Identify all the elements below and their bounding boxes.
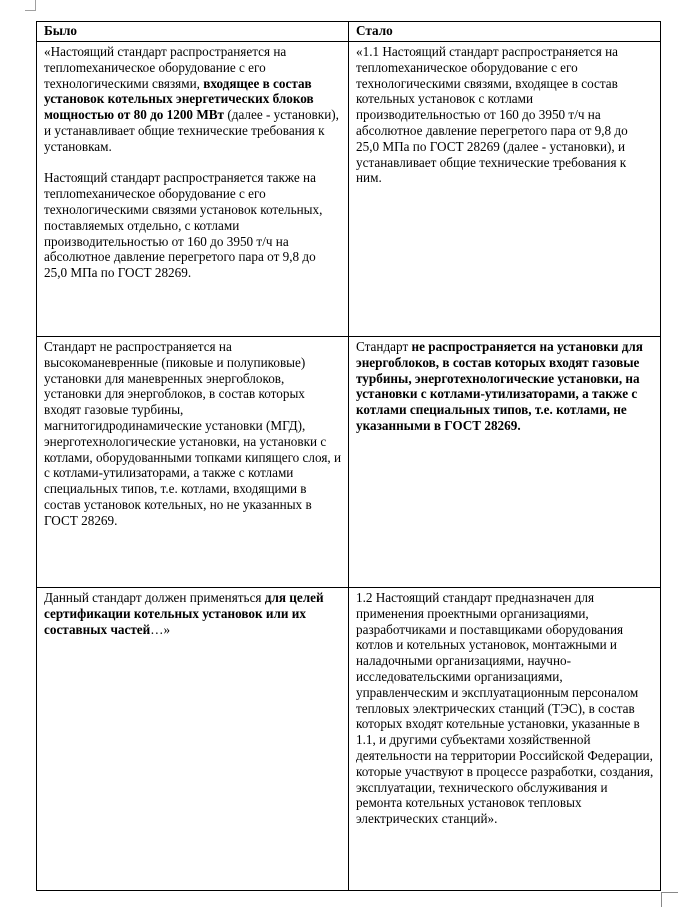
paragraph <box>44 44 342 155</box>
page-corner-mark-bottom <box>661 892 678 907</box>
cell-became <box>349 42 661 337</box>
header-became: Стало <box>349 22 661 42</box>
paragraph <box>44 590 342 637</box>
bold-text-run: входящее в состав установок котельных энергетических блоков мощностью от 80 до 1200 МВт <box>44 75 314 123</box>
cell-became <box>349 588 661 891</box>
comparison-table <box>36 21 661 891</box>
bold-text-run: для целей сертификации котельных установок или их составных частей <box>44 590 324 637</box>
text-run: Данный стандарт должен применяться <box>44 590 265 605</box>
paragraph <box>356 339 654 434</box>
paragraph: 1.2 Настоящий стандарт предназначен для применения проектными организациями, разработчиками и поставщиками оборудования котлов и котельных установок, монтажными и наладочными организациями, научно-исследовательскими организациями, управленческим и эксплуатационным персоналом тепловых электрических станций (ТЭС), в состав которых входят котельные установки, указанные в 1.1, и другими субъектами хозяйственной деятельности на территории Российской Федерации, которые участвуют в процессе разработки, создания, эксплуатации, технического обслуживания и ремонта котельных установок тепловых электрических станций». <box>356 590 654 827</box>
table-row <box>37 42 661 337</box>
paragraph: Настоящий стандарт распространяется также на теплomеханическое оборудование с его технологическими связями установок котельных, поставляемых отдельно, с котлами производительностью от 160 до 3950 т/ч на абсолютное давление перегретого пара от 9,8 до 25,0 МПа по ГОСТ 28269. <box>44 170 323 281</box>
paragraph: «1.1 Настоящий стандарт распространяется на теплomеханическое оборудование с его технологическими связями, входящее в состав котельных установок с котлами производительностью от 160 до 3950 т/ч на абсолютное давление перегретого пара от 9,8 до 25,0 МПа по ГОСТ 28269 (далее - установки), и устанавливает общие технические требования к ним. <box>356 44 628 186</box>
table-row <box>37 588 661 891</box>
cell-was <box>37 42 349 337</box>
header-was: Было <box>37 22 349 42</box>
bold-text-run: не распространяется на установки для энергоблоков, в состав которых входят газовые турбины, энерготехнологические установки, на установки с котлами-утилизаторами, а также с котлами специальных типов, т.е. котлами, не указанными в ГОСТ 28269. <box>356 339 643 433</box>
table-row <box>37 337 661 588</box>
cell-became <box>349 337 661 588</box>
header-row <box>37 22 661 42</box>
text-run: …» <box>150 621 171 637</box>
text-run: Стандарт <box>356 339 412 354</box>
page-corner-mark-top <box>25 0 36 11</box>
text-run: «Настоящий стандарт распространяется на теплomеханическое оборудование с его технологическими связями, <box>44 44 287 91</box>
cell-was <box>37 588 349 891</box>
paragraph: Стандарт не распространяется на высокоманевренные (пиковые и полупиковые) установки для маневренных энергоблоков, установки для энергоблоков, в состав которых входят газовые турбины, магнитогидродинамические установки (МГД), энерготехнологические установки, на установки с котлами, оборудованными топками кипящего слоя, и с котлами-утилизаторами, а также с котлами специальных типов, т.е. котлами, входящими в состав установок котельных, но не указанных в ГОСТ 28269. <box>44 339 342 528</box>
text-run: (далее - установки), и устанавливает общие технические требования к установкам. <box>44 107 339 154</box>
cell-was <box>37 337 349 588</box>
